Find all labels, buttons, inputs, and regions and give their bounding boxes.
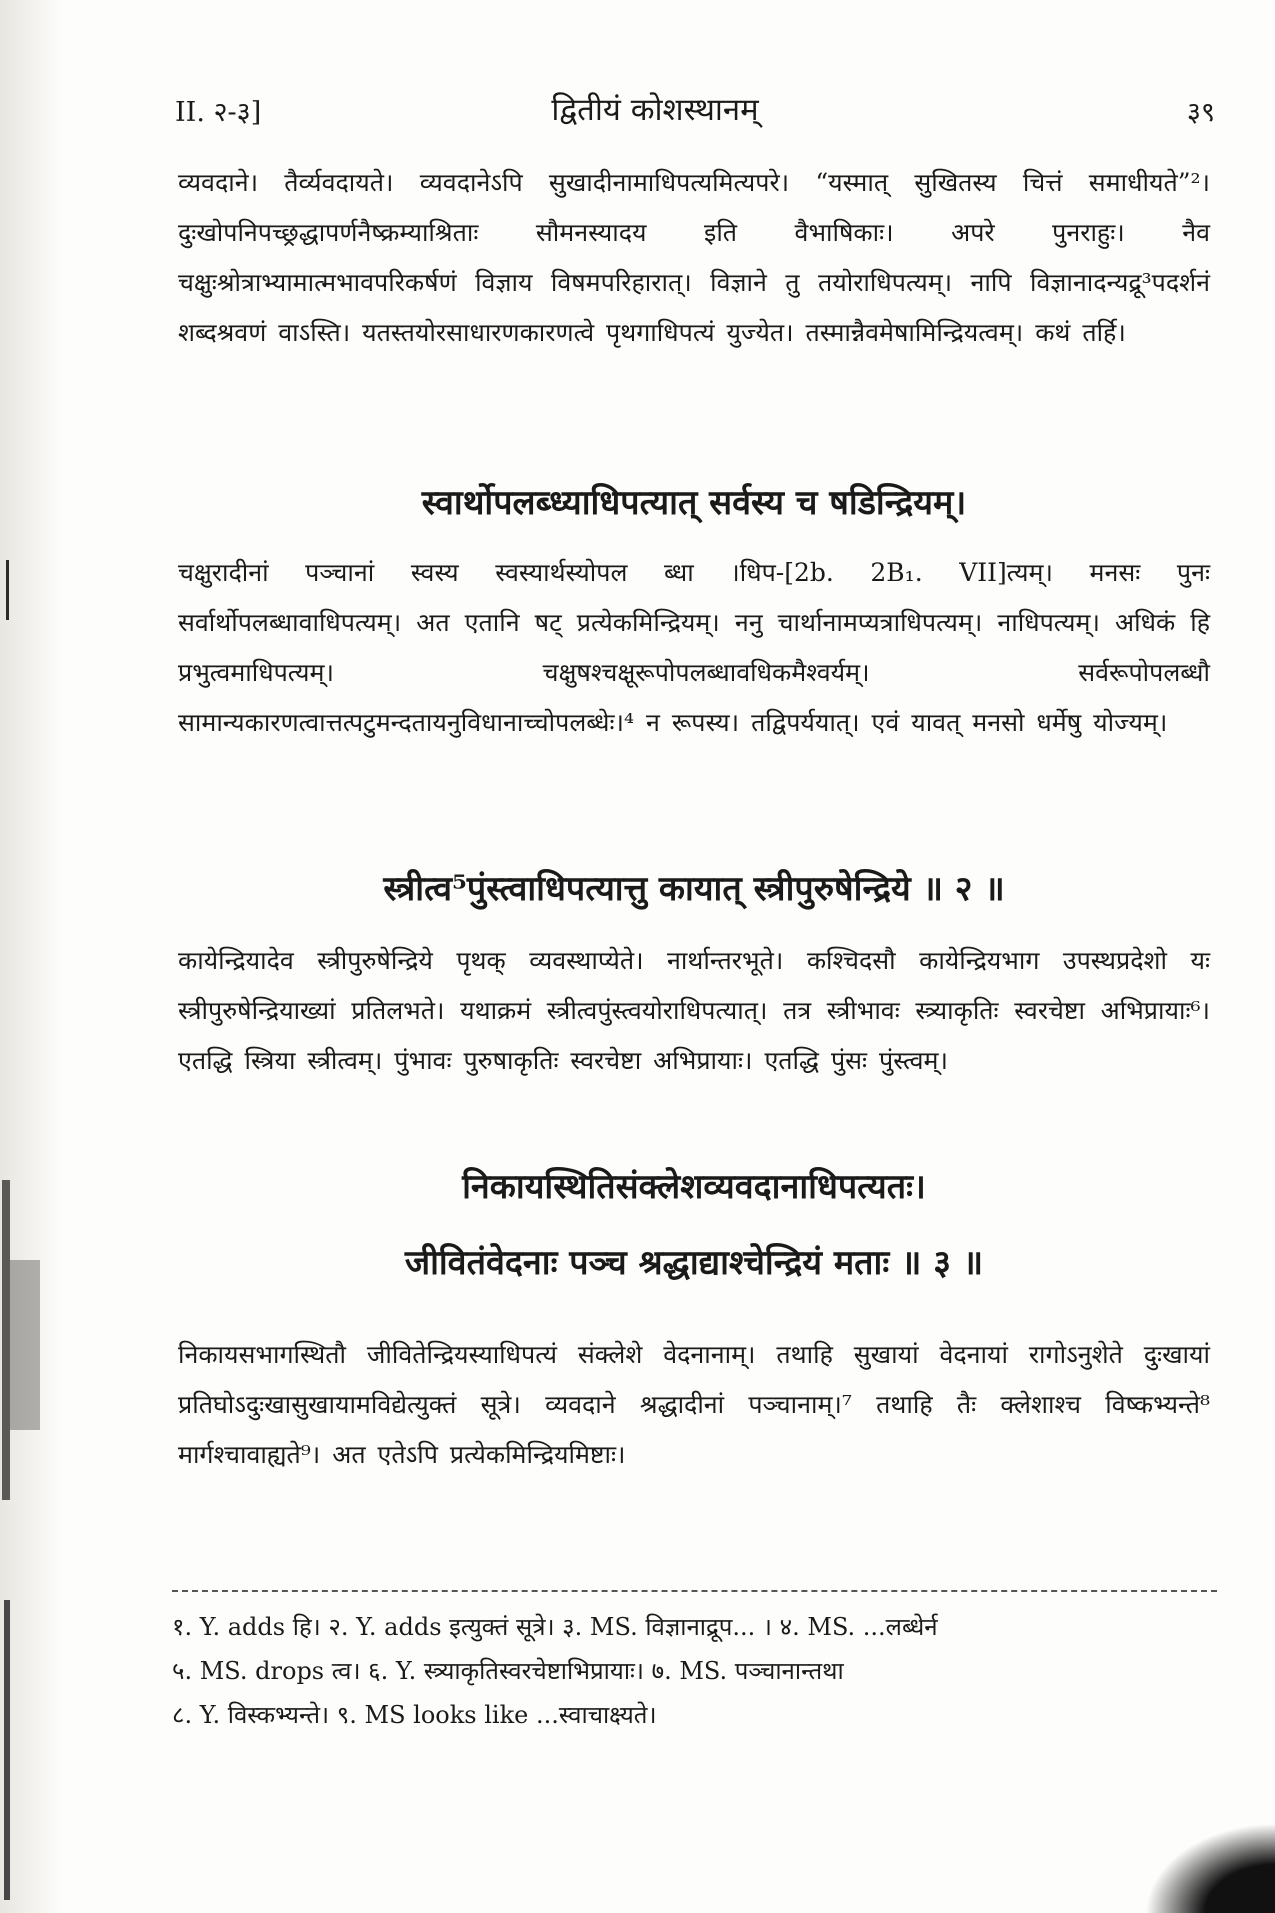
scan-artifact — [6, 560, 9, 620]
scan-artifact — [4, 1600, 10, 1900]
page-number: ३९ — [1186, 97, 1215, 128]
commentary-paragraph: निकायसभागस्थितौ जीवितेन्द्रियस्याधिपत्यं संक्लेशे वेदनानाम्। तथाहि सुखायां वेदनायां रागोऽनुशेते दुःखायां प्रतिघोऽदुःखासुखायामविद्येत्युक्तं सूत्रे। व्यवदाने श्रद्धादीनां पञ्चानाम्।⁷ तथाहि तैः क्लेशाश्च विष्कभ्यन्ते⁸ मार्गश्चावाह्यते⁹। अत एतेऽपि प्रत्येकमिन्द्रियमिष्टाः। — [178, 1340, 1210, 1469]
karika-verse: निकायस्थितिसंक्लेशव्यवदानाधिपत्यतः। — [462, 1167, 926, 1207]
commentary-paragraph: कायेन्द्रियादेव स्त्रीपुरुषेन्द्रिये पृथक् व्यवस्थाप्येते। नार्थान्तरभूते। कश्चिदसौ कायेन्द्रियभाग उपस्थप्रदेशो यः स्त्रीपुरुषेन्द्रियाख्यां प्रतिलभते। यथाक्रमं स्त्रीत्वपुंस्त्वयोराधिपत्यात्। तत्र स्त्रीभावः स्त्र्याकृतिः स्वरचेष्टा अभिप्रायाः⁶। एतद्धि स्त्रिया स्त्रीत्वम्। पुंभावः पुरुषाकृतिः स्वरचेष्टा अभिप्रायाः। एतद्धि पुंसः पुंस्त्वम्। — [178, 946, 1210, 1075]
footnote-line: ८. Y. विस्कभ्यन्ते। ९. MS looks like ...स्वाचाक्ष्यते। — [172, 1701, 657, 1729]
commentary-block-3 — [178, 936, 1210, 1086]
footnotes — [172, 1605, 1217, 1737]
karika-verse: जीवितंवेदनाः पञ्च श्रद्धाद्याश्चेन्द्रियं मताः ॥ ३ ॥ — [404, 1243, 984, 1283]
commentary-block-1 — [178, 158, 1210, 358]
commentary-paragraph: चक्षुरादीनां पञ्चानां स्वस्य स्वस्यार्थस्योपल ब्धा ।धिप-[2b. 2B₁. VII]त्यम्। मनसः पुनः सर्वार्थोपलब्धावाधिपत्यम्। अत एतानि षट् प्रत्येकमिन्द्रियम्। ननु चार्थानामप्यत्राधिपत्यम्। नाधिपत्यम्। अधिकं हि प्रभुत्वमाधिपत्यम्। चक्षुषश्चक्षूरूपोपलब्धावधिकमैश्वर्यम्। सर्वरूपोपलब्धौ सामान्यकारणत्वात्तत्पटुमन्दतायनुविधानाच्चोपलब्धेः।⁴ न रूपस्य। तद्विपर्ययात्। एवं यावत् मनसो धर्मेषु योज्यम्। — [178, 558, 1210, 737]
commentary-paragraph: व्यवदाने। तैर्व्यवदायते। व्यवदानेऽपि सुखादीनामाधिपत्यमित्यपरे। “यस्मात् सुखितस्य चित्तं समाधीयते”²। दुःखोपनिपच्छ्रद्धापर्णनैष्क्रम्याश्रिताः सौमनस्यादय इति वैभाषिकाः। अपरे पुनराहुः। नैव चक्षुःश्रोत्राभ्यामात्मभावपरिकर्षणं विज्ञाय विषमपरिहारात्। विज्ञाने तु तयोराधिपत्यम्। नापि विज्ञानादन्यद्रू³पदर्शनं शब्दश्रवणं वाऽस्ति। यतस्तयोरसाधारणकारणत्वे पृथगाधिपत्यं युज्येत। तस्मान्नैवमेषामिन्द्रियत्वम्। कथं तर्हि। — [178, 168, 1210, 347]
footnote-line: ५. MS. drops त्व। ६. Y. स्त्र्याकृतिस्वरचेष्टाभिप्रायाः। ७. MS. पञ्चानान्तथा — [172, 1657, 844, 1685]
footnote-line: १. Y. adds हि। २. Y. adds इत्युक्तं सूत्रे। ३. MS. विज्ञानाद्रूप... । ४. MS. ...लब्धेर्न — [172, 1613, 938, 1641]
scan-artifact — [10, 1260, 40, 1430]
scan-corner-shadow — [1145, 1823, 1275, 1913]
commentary-block-2 — [178, 548, 1210, 748]
footnote-divider — [172, 1590, 1217, 1592]
commentary-block-4 — [178, 1330, 1210, 1480]
page-title: द्वितीयं कोशस्थानम् — [551, 92, 759, 128]
karika-verse: स्त्रीत्व⁵पुंस्त्वाधिपत्यात्तु कायात् स्त्रीपुरुषेन्द्रिये ॥ २ ॥ — [383, 869, 1005, 909]
scan-artifact — [2, 1180, 10, 1500]
section-reference: II. २-३] — [175, 97, 262, 128]
running-header — [175, 84, 1215, 134]
karika-verse: स्वार्थोपलब्ध्याधिपत्यात् सर्वस्य च षडिन्द्रियम्। — [421, 483, 967, 523]
